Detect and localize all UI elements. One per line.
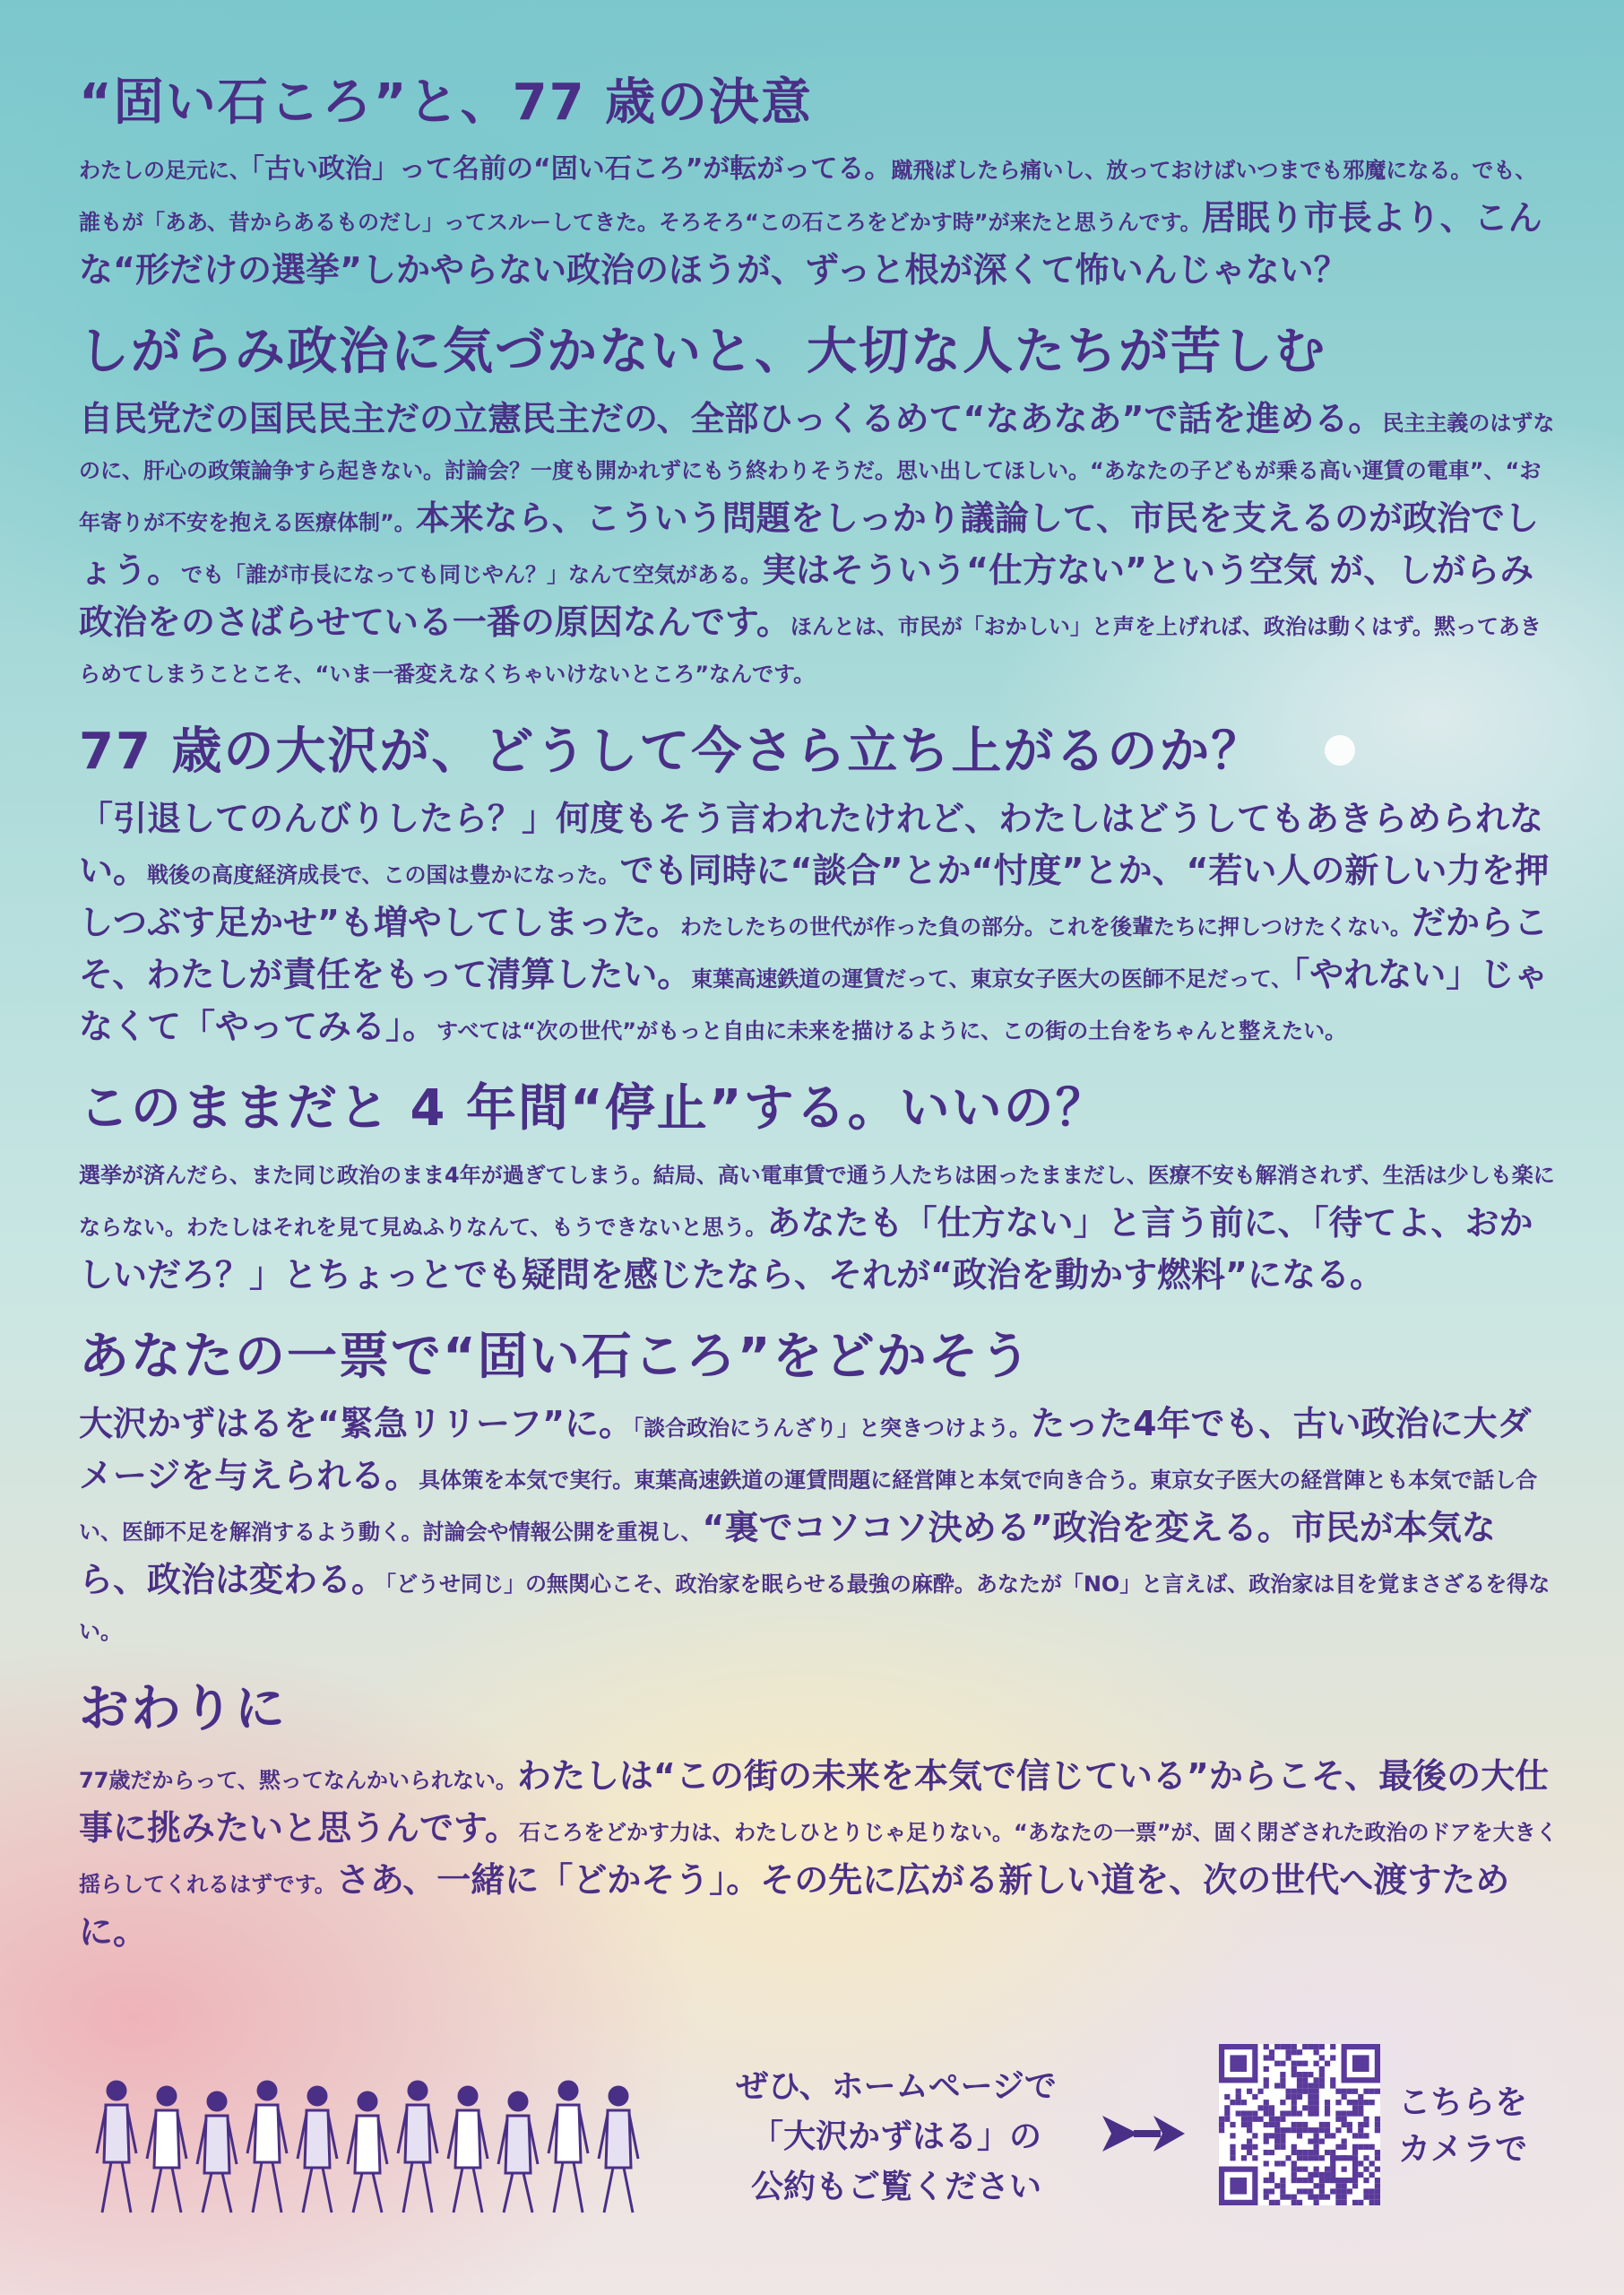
body-text-run: 石ころをどかす力は、わたしひとりじゃ足りない。“あなたの一票”が、固く閉ざされた政治のドアを大きく揺らしてくれるはずです。 (79, 1820, 1558, 1897)
cta-line-1: ぜひ、ホームページで (736, 2068, 1057, 2105)
section-body (79, 1754, 1558, 1962)
walking-person-figure (599, 2087, 638, 2213)
section-2 (79, 321, 1558, 699)
section-body (79, 1153, 1558, 1304)
body-text-run: 「古い政治」って名前の“固い石ころ”が転がってる。 (251, 153, 892, 185)
section-heading: “固い石ころ”と、77 歳の決意 (79, 74, 814, 132)
section-heading: あなたの一票で“固い石ころ”をどかそう (79, 1328, 1032, 1386)
section-body (79, 796, 1558, 1056)
body-text-run: 具体策を本気で実行。東葉高速鉄道の運賃問題に経営陣と本気で向き合う。東京女子医大の経営陣とも本気で話し合い、医師不足を解消するよう動く。討論会や情報公開を重視し、 (79, 1468, 1538, 1545)
section-1 (79, 72, 1558, 299)
body-text-run: ほんとは、市民が「おかしい」と声を上げれば、政治は動くはず。黙ってあきらめてしまうことこそ、“いま一番変えなくちゃいけないところ”なんです。 (79, 614, 1542, 687)
camera-line-1: こちらを (1398, 2084, 1528, 2121)
body-text-run: さあ、一緒に「どかそう」。その先に広がる新しい道を、次の世代へ渡すために。 (79, 1860, 1510, 1952)
body-text-run: わたしの足元に、 (79, 158, 251, 183)
walking-person-figure (247, 2082, 287, 2213)
body-text-run: わたしは“この街の未来を本気で信じている”からこそ、最後の大仕事に挑みたいと思うんです。 (79, 1756, 1550, 1848)
body-text-run: 「やれない」じゃなくて「やってみる」。 (79, 955, 1549, 1046)
scan-with-camera-text (1398, 2080, 1559, 2173)
section-6 (79, 1678, 1558, 1962)
body-text-run: 実はそういう“仕方ない”という空気 が、しがらみ政治をのさばらせている一番の原因なんです。 (79, 550, 1534, 642)
body-text-run: 「どうせ同じ」の無関心こそ、政治家を眠らせる最強の麻酔。あなたが「NO」と言えば、政治家は目を覚まさざるを得ない。 (79, 1572, 1551, 1644)
section-3 (79, 721, 1558, 1056)
cta-line-2: 「大沢かずはる」の (750, 2118, 1041, 2155)
walking-person-figure (197, 2092, 237, 2213)
walking-person-figure (348, 2092, 387, 2213)
arrow-right-icon (1098, 2107, 1188, 2161)
body-text-run: たった4年でも、古い政治に大ダメージを与えられる。 (79, 1404, 1532, 1495)
body-text-run: 東葉高速鉄道の運賃だって、東京女子医大の医師不足だって、 (691, 966, 1293, 992)
section-heading: このままだと 4 年間“停止”する。いいの？ (79, 1079, 1108, 1138)
walking-person-figure (147, 2087, 186, 2213)
walking-person-figure (97, 2082, 136, 2213)
section-heading: 77 歳の大沢が、どうして今さら立ち上がるのか？ (79, 723, 1264, 781)
body-text-run: “裏でコソコソ決める”政治を変える。市民が本気なら、政治は変わる。 (79, 1508, 1496, 1599)
body-text-run: だからこそ、わたしが責任をもって清算したい。 (79, 903, 1548, 994)
walking-person-figure (498, 2092, 538, 2213)
camera-line-2: カメラで (1398, 2131, 1528, 2168)
flyer-content (79, 72, 1558, 1983)
body-text-run: 大沢かずはるを“緊急リリーフ”に。 (79, 1404, 634, 1443)
body-text-run: すべては“次の世代”がもっと自由に未来を描けるように、この街の土台をちゃんと整えたい。 (436, 1018, 1347, 1044)
section-4 (79, 1078, 1558, 1304)
section-body (79, 396, 1558, 699)
body-text-run: 自民党だの国民民主だの立憲民主だの、全部ひっくるめて“なあなあ”で話を進める。 (79, 399, 1383, 438)
body-text-run: 77歳だからって、黙ってなんかいられない。 (79, 1768, 517, 1793)
walking-person-figure (549, 2082, 588, 2213)
section-5 (79, 1326, 1558, 1657)
section-body (79, 147, 1558, 299)
body-text-run: あなたも「仕方ない」と言う前に、「待てよ、おかしいだろ？」とちょっとでも疑問を感じたなら、それが“政治を動かす燃料”になる。 (79, 1203, 1533, 1295)
body-text-run: 戦後の高度経済成長で、この国は豊かになった。 (147, 862, 620, 888)
flyer-footer (0, 2044, 1624, 2223)
walking-people-illustration (90, 2062, 681, 2223)
cta-line-3: 公約もご覧ください (750, 2169, 1041, 2205)
walking-person-figure (398, 2082, 437, 2213)
body-text-run: 本来なら、こういう問題をしっかり議論して、市民を支えるのが政治でしょう。 (79, 498, 1540, 590)
body-text-run: 民主主義のはずなのに、肝心の政策論争すら起きない。討論会？一度も開かれずにもう終わりそうだ。思い出してほしい。“あなたの子どもが乗る高い運賃の電車”、“お年寄りが不安を抱える医療体制”。 (79, 411, 1555, 535)
body-text-run: でも「誰が市長になっても同じやん？」なんて空気がある。 (181, 562, 763, 587)
body-text-run: 選挙が済んだら、また同じ政治のまま4年が過ぎてしまう。結局、高い電車賃で通う人たちは困ったままだし、医療不安も解消されず、生活は少しも楽にならない。わたしはそれを見て見ぬふりなんて、もうできないと思う。 (79, 1163, 1555, 1240)
qr-code-icon[interactable] (1219, 2044, 1380, 2205)
body-text-run: 居眠り市長より、こんな“形だけの選挙”しかやらない政治のほうが、ずっと根が深くて怖いんじゃない？ (79, 198, 1542, 290)
homepage-cta (708, 2062, 1084, 2213)
body-text-run: 蹴飛ばしたら痛いし、放っておけばいつまでも邪魔になる。でも、誰もが「ああ、昔からあるものだし」ってスルーしてきた。そろそろ“この石ころをどかす時”が来たと思うんです。 (79, 158, 1537, 235)
body-text-run: でも同時に“談合”とか“忖度”とか、“若い人の新しい力を押しつぶす足かせ”も増やしてしまった。 (79, 851, 1550, 942)
walking-person-figure (298, 2087, 337, 2213)
section-body (79, 1401, 1558, 1657)
section-heading: おわりに (79, 1680, 287, 1738)
body-text-run: 「引退してのんびりしたら？」何度もそう言われたけれど、わたしはどうしてもあきらめられない。 (79, 799, 1544, 890)
body-text-run: わたしたちの世代が作った負の部分。これを後輩たちに押しつけたくない。 (679, 914, 1412, 940)
body-text-run: 「談合政治にうんざり」と突きつけよう。 (633, 1416, 1032, 1441)
walking-person-figure (448, 2087, 488, 2213)
section-heading: しがらみ政治に気づかないと、大切な人たちが苦しむ (79, 323, 1326, 381)
